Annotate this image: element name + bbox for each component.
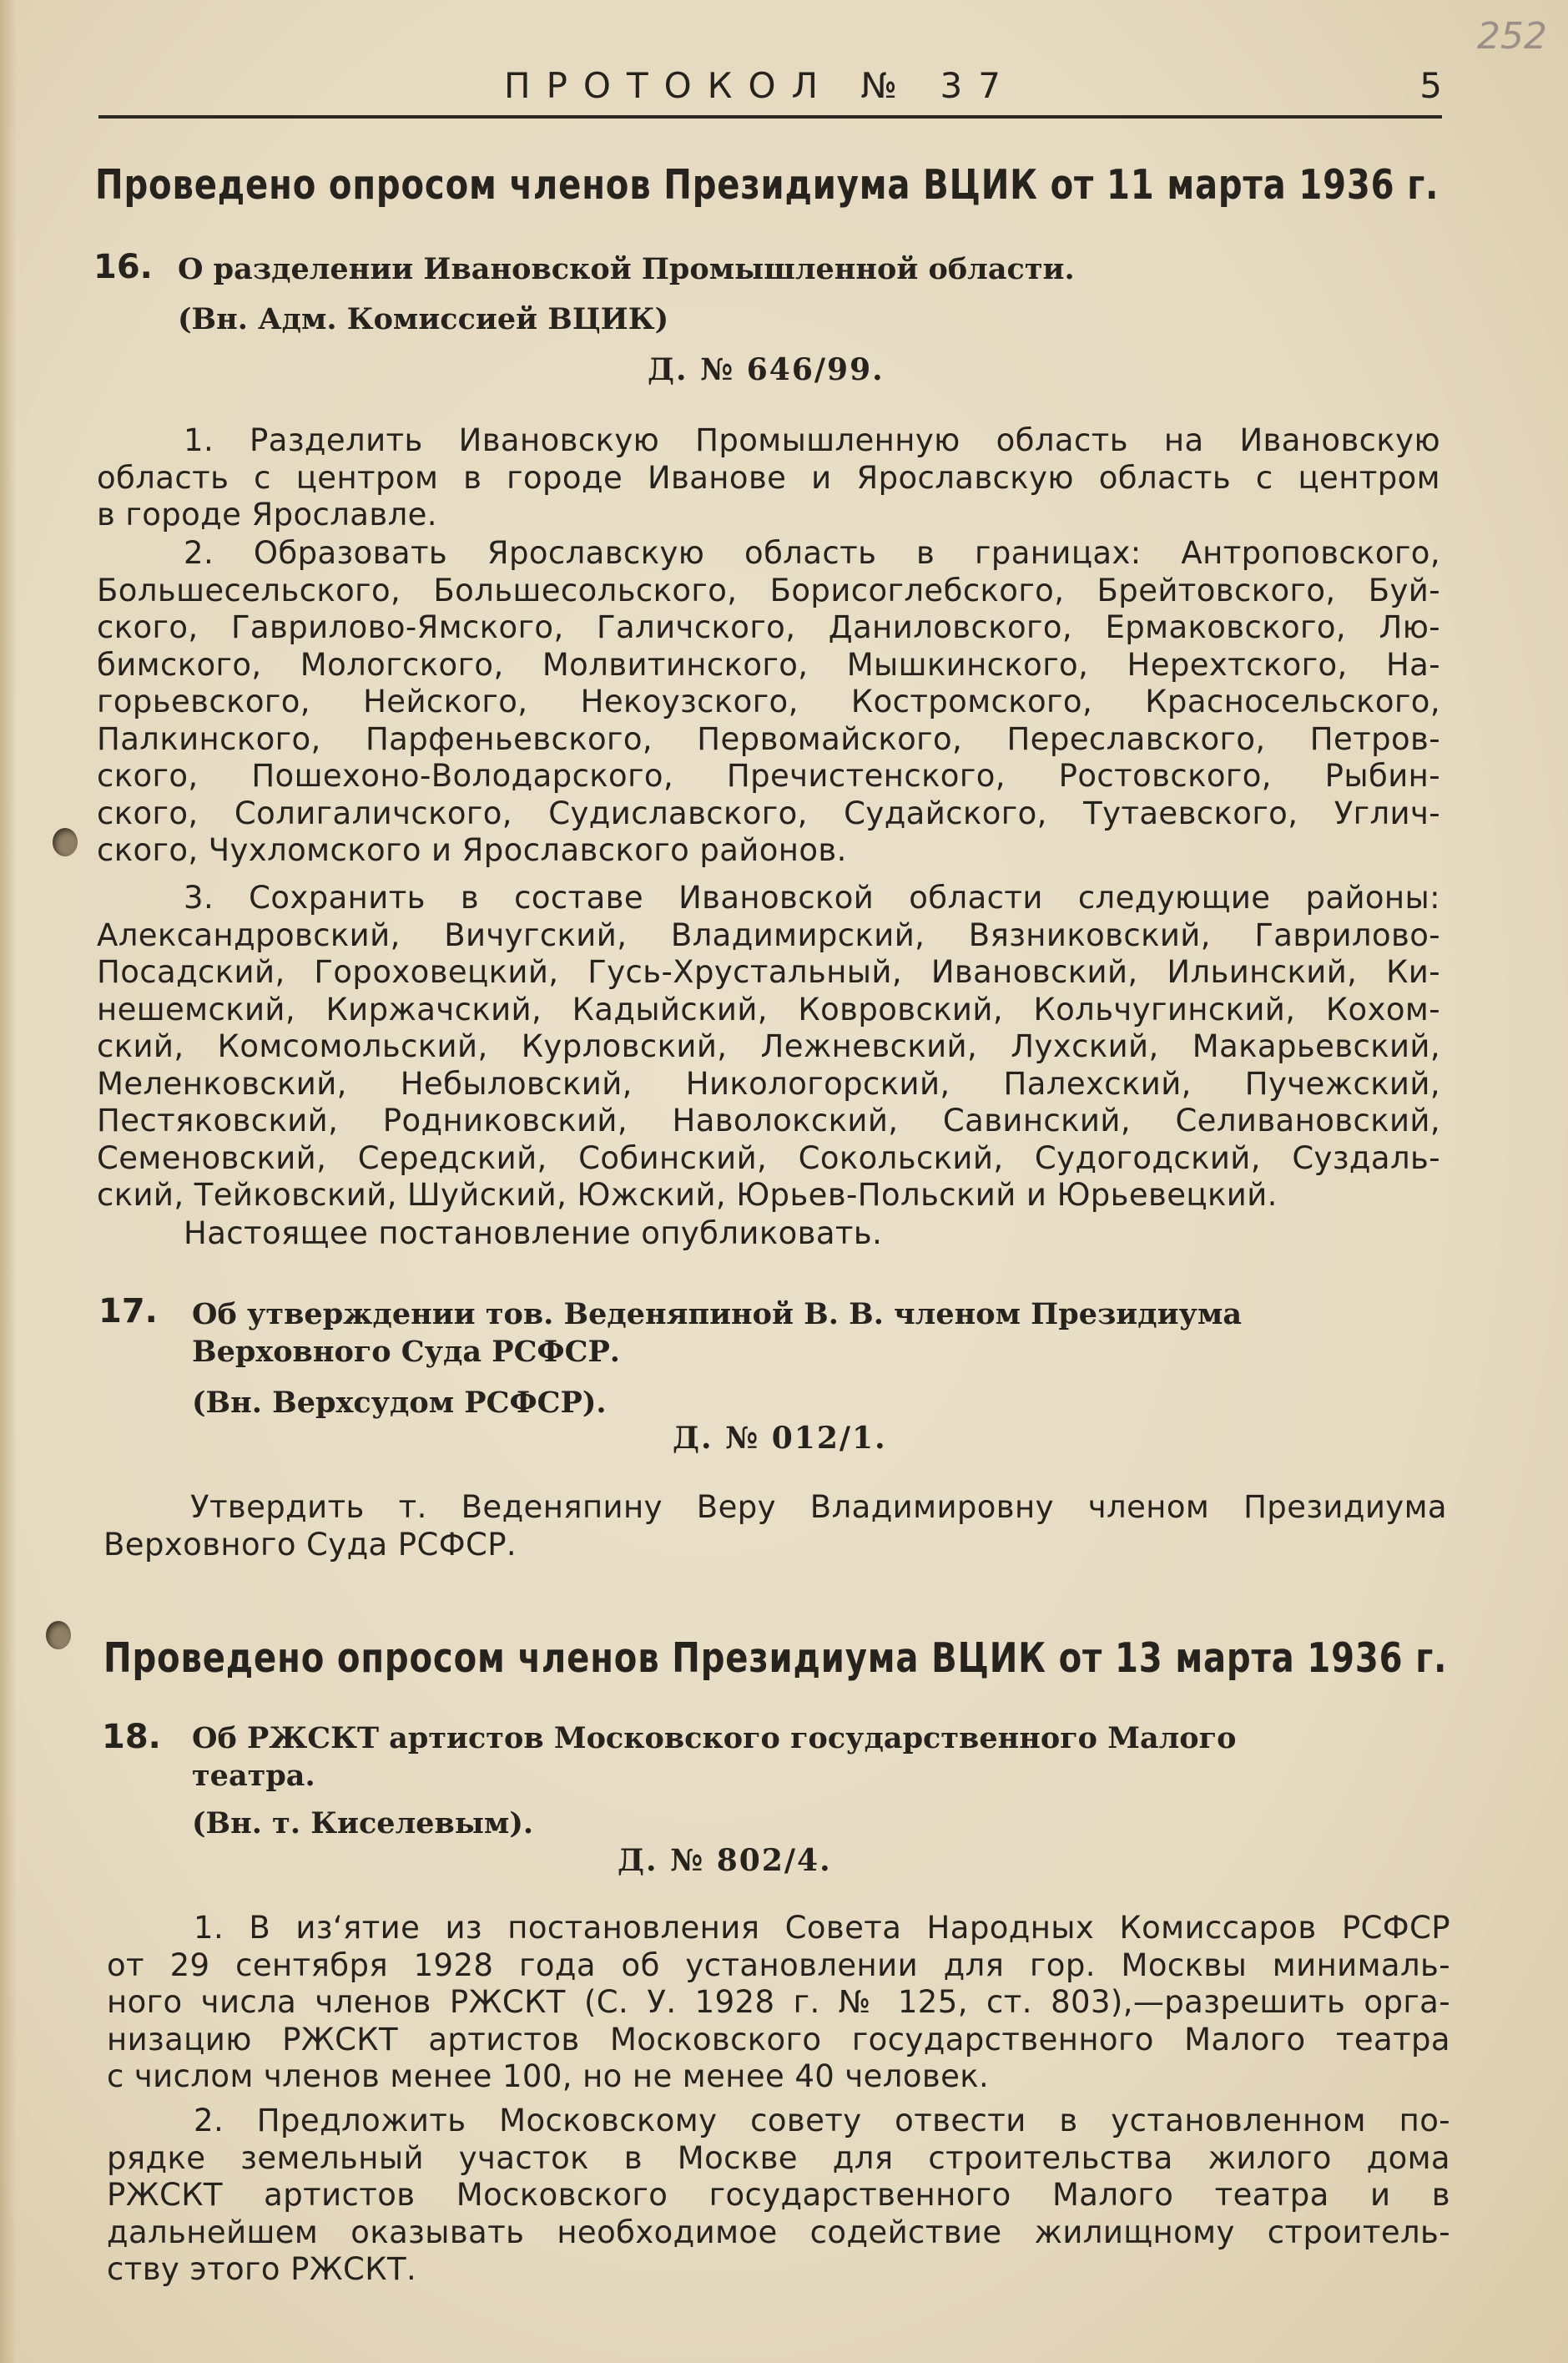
item18-paragraph-2: 2. Предложить Московскому совету отвести в установленном по- рядке земельный участок в Москве для строительства жилого дома РЖСКТ артистов Московского государственного Малого театра и в дальнейшем оказывать необходимое содействие жилищному строитель- ству этого РЖСКТ. <box>107 2103 1450 2287</box>
item16-paragraph-3: 3. Сохранить в составе Ивановской области следующие районы: Александровский, Вичугский, Владимирский, Вязниковский, Гаврилово- Посадский, Гороховецкий, Гусь-Хрустальный, Ивановский, Ильинский, Ки- нешемский, Киржачский, Кадыйский, Ковровский, Кольчугинский, Кохом- ский, Комсомольский, Курловский, Лежневский, Лухский, Макарьевский, Меленковский, Небыловский, Никологорский, Палехский, Пучежский, Пестяковский, Родниковский, Наволокский, Савинский, Селивановский, Семеновский, Середский, Собинский, Сокольский, Судогодский, Суздаль- ский, Тейковский, Шуйский, Южский, Юрьев-Польский и Юрьевецкий. <box>97 880 1440 1213</box>
item-title-17: Об утверждении тов. Веденяпиной В. В. членом Президиума Верховного Суда РСФСР. <box>192 1297 1243 1369</box>
item-case-17: Д. № 012/1. <box>673 1421 887 1456</box>
page-number: 5 <box>1419 65 1442 106</box>
page-edge-shadow <box>0 0 17 2363</box>
binding-hole <box>46 1621 71 1649</box>
handwritten-page-number: 252 <box>1477 15 1547 58</box>
item-title-18: Об РЖСКТ артистов Московского государственного Малого театра. <box>192 1721 1237 1793</box>
header-rule <box>98 115 1442 119</box>
item18-paragraph-1: 1. В из‘ятие из постановления Совета Народных Комиссаров РСФСР от 29 сентября 1928 года об установлении для гор. Москвы минималь- ного числа членов РЖСКТ (С. У. 1928 г. № 125, ст. 803),—разрешить орга- низацию РЖСКТ артистов Московского государственного Малого театра с числом членов менее 100, но не менее 40 человек. <box>107 1910 1450 2094</box>
binding-hole <box>53 828 78 856</box>
item-source-17: (Вн. Верхсудом РСФСР). <box>192 1386 607 1420</box>
item-number-17: 17. <box>98 1292 158 1330</box>
item-source-16: (Вн. Адм. Комиссией ВЦИК) <box>178 302 669 336</box>
section-heading-march-11: Проведено опросом членов Президиума ВЦИК от 11 марта 1936 г. <box>95 161 1439 209</box>
item-number-16: 16. <box>93 248 153 286</box>
item-number-18: 18. <box>102 1718 161 1756</box>
protocol-title: ПРОТОКОЛ № 37 <box>504 65 1016 106</box>
section-heading-march-13: Проведено опросом членов Президиума ВЦИК от 13 марта 1936 г. <box>103 1634 1448 1682</box>
item-case-18: Д. № 802/4. <box>618 1843 832 1878</box>
item-title-16: О разделении Ивановской Промышленной области. <box>178 252 1075 286</box>
item17-text: Утвердить т. Веденяпину Веру Владимировну членом Президиума Верховного Суда РСФСР. <box>103 1489 1447 1563</box>
item16-paragraph-2: 2. Образовать Ярославскую область в границах: Антроповского, Большесельского, Большесольского, Борисоглебского, Брейтовского, Буй- ского, Гаврилово-Ямского, Галичского, Даниловского, Ермаковского, Лю- бимского, Мологского, Молвитинского, Мышкинского, Нерехтского, На- горьевского, Нейского, Некоузского, Костромского, Красносельского, Палкинского, Парфеньевского, Первомайского, Переславского, Петров- ского, Пошехоно-Володарского, Пречистенского, Ростовского, Рыбин- ского, Солигаличского, Судиславского, Судайского, Тутаевского, Углич- ского, Чухломского и Ярославского районов. <box>97 535 1440 868</box>
page-header <box>98 65 1442 115</box>
item16-paragraph-1: 1. Разделить Ивановскую Промышленную область на Ивановскую область с центром в городе Иванове и Ярославскую область с центром в городе Ярославле. <box>97 422 1440 533</box>
item16-paragraph-4: Настоящее постановление опубликовать. <box>184 1215 883 1251</box>
item-case-16: Д. № 646/99. <box>648 352 885 387</box>
item-source-18: (Вн. т. Киселевым). <box>192 1806 534 1840</box>
